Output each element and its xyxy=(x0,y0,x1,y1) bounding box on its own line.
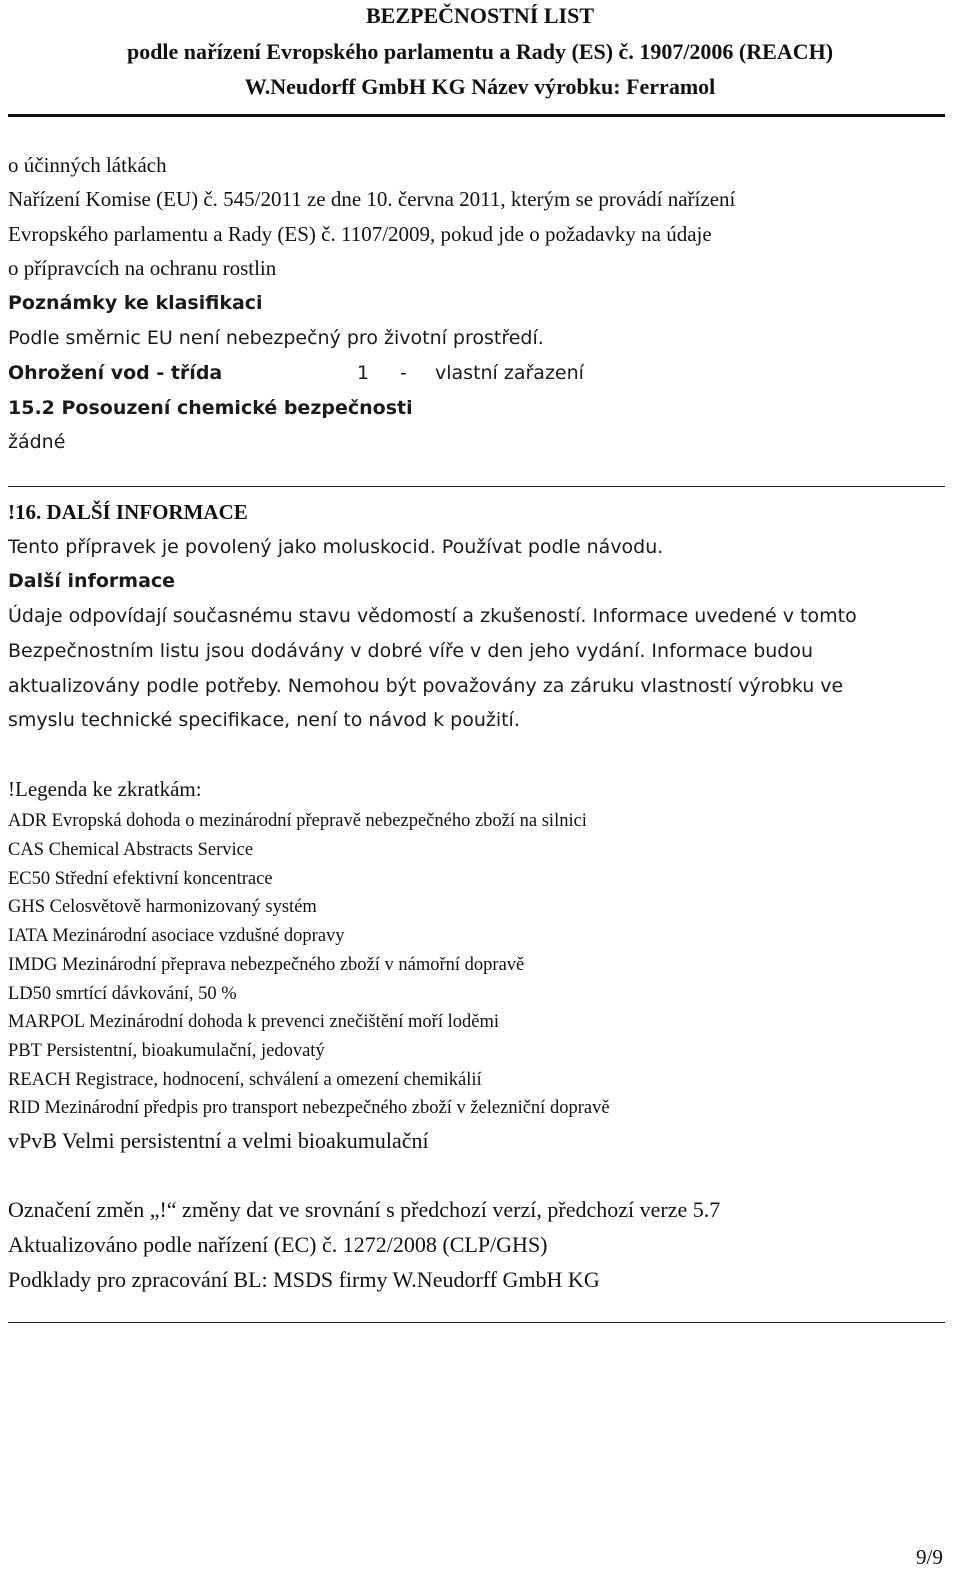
intro-line: o účinných látkách xyxy=(8,153,167,177)
intro-line: Evropského parlamentu a Rady (ES) č. 1107/2009, pokud jde o požadavky na údaje xyxy=(8,222,712,246)
legend-item: CAS Chemical Abstracts Service xyxy=(8,840,254,860)
legend-item: ADR Evropská dohoda o mezinárodní přepravě nebezpečného zboží na silnici xyxy=(8,811,587,831)
legend-item: REACH Registrace, hodnocení, schválení a omezení chemikálií xyxy=(8,1070,482,1090)
legend-item: RID Mezinárodní předpis pro transport nebezpečného zboží v železniční dopravě xyxy=(8,1098,610,1118)
water-hazard-dash: - xyxy=(400,362,407,384)
more-info-line: smyslu technické specifikace, není to návod k použití. xyxy=(8,709,520,731)
page-number: 9/9 xyxy=(916,1545,943,1569)
legend-heading: !Legenda ke zkratkám: xyxy=(8,777,202,801)
section-divider xyxy=(8,486,945,487)
legend-item: GHS Celosvětově harmonizovaný systém xyxy=(8,897,317,917)
revision-note: Označení změn „!“ změny dat ve srovnání s předchozí verzí, předchozí verze 5.7 xyxy=(8,1197,721,1222)
regulation-update-note: Aktualizováno podle nařízení (EC) č. 1272/2008 (CLP/GHS) xyxy=(8,1232,548,1257)
legend-item: EC50 Střední efektivní koncentrace xyxy=(8,869,273,889)
intro-line: o přípravcích na ochranu rostlin xyxy=(8,256,277,280)
document-title: BEZPEČNOSTNÍ LIST xyxy=(365,3,595,28)
water-hazard-label: Ohrožení vod - třída xyxy=(8,362,223,384)
chem-assessment-heading: 15.2 Posouzení chemické bezpečnosti xyxy=(8,397,413,419)
legend-item: PBT Persistentní, bioakumulační, jedovatý xyxy=(8,1041,325,1061)
more-info-line: aktualizovány podle potřeby. Nemohou být považovány za záruku vlastností výrobku ve xyxy=(8,675,844,697)
classification-notes-text: Podle směrnic EU není nebezpečný pro životní prostředí. xyxy=(8,327,544,349)
water-hazard-note: vlastní zařazení xyxy=(435,362,584,384)
source-note: Podklady pro zpracování BL: MSDS firmy W.Neudorff GmbH KG xyxy=(8,1267,600,1292)
classification-notes-heading: Poznámky ke klasifikaci xyxy=(8,292,263,314)
regulation-subtitle: podle nařízení Evropského parlamentu a Rady (ES) č. 1907/2006 (REACH) xyxy=(126,39,834,64)
intro-line: Nařízení Komise (EU) č. 545/2011 ze dne 10. června 2011, kterým se provádí nařízení xyxy=(8,187,736,211)
more-info-line: Údaje odpovídají současnému stavu vědomostí a zkušeností. Informace uvedené v tomto xyxy=(8,605,857,627)
legend-item: vPvB Velmi persistentní a velmi bioakumulační xyxy=(8,1128,429,1153)
chem-assessment-value: žádné xyxy=(8,431,66,453)
legend-item: LD50 smrtící dávkování, 50 % xyxy=(8,984,237,1004)
product-name-line: W.Neudorff GmbH KG Název výrobku: Ferramol xyxy=(244,74,716,99)
legend-item: MARPOL Mezinárodní dohoda k prevenci znečištění moří loděmi xyxy=(8,1012,499,1032)
more-info-heading: Další informace xyxy=(8,570,176,592)
footer-divider xyxy=(8,1322,945,1323)
legend-item: IATA Mezinárodní asociace vzdušné dopravy xyxy=(8,926,345,946)
section16-heading: !16. DALŠÍ INFORMACE xyxy=(8,500,248,524)
product-usage-text: Tento přípravek je povolený jako moluskocid. Používat podle návodu. xyxy=(8,536,664,558)
legend-item: IMDG Mezinárodní přeprava nebezpečného zboží v námořní dopravě xyxy=(8,955,525,975)
header-divider xyxy=(8,114,945,117)
water-hazard-class: 1 xyxy=(357,362,370,384)
more-info-line: Bezpečnostním listu jsou dodávány v dobré víře v den jeho vydání. Informace budou xyxy=(8,640,814,662)
